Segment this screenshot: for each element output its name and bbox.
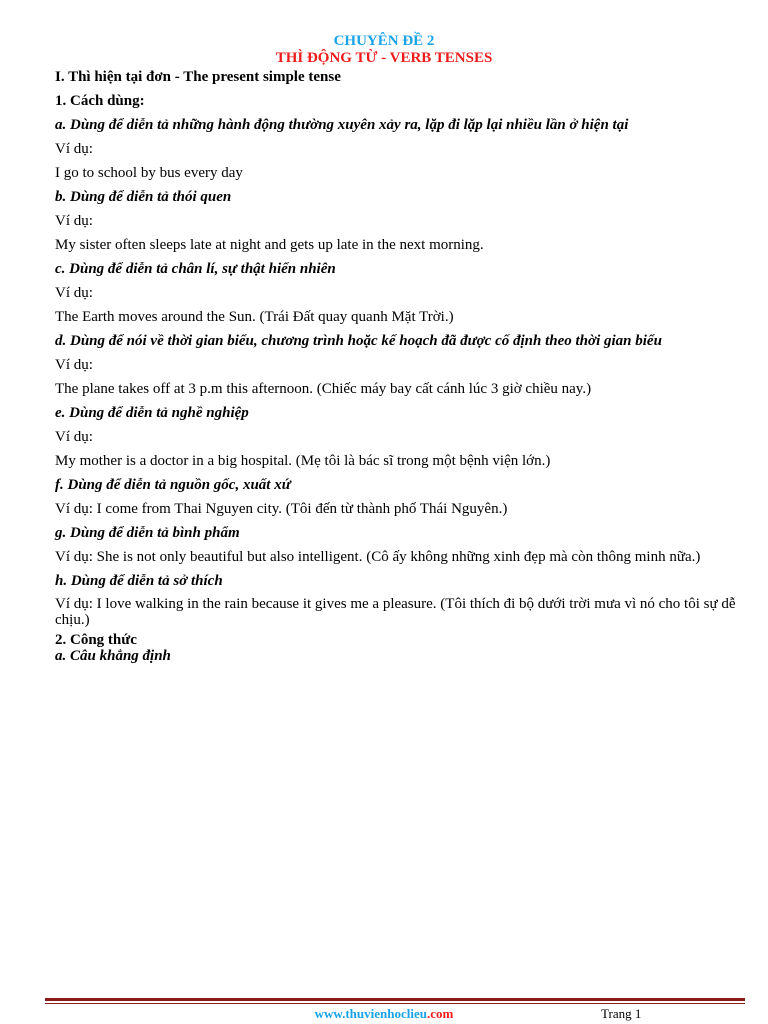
example-label-e: Ví dụ: — [55, 429, 93, 445]
usage-heading-b: b. Dùng để diễn tả thói quen — [55, 189, 232, 205]
example-sentence-c: The Earth moves around the Sun. (Trái Đất quay quanh Mặt Trời.) — [55, 309, 454, 325]
section-title: I. Thì hiện tại đơn - The present simple tense — [55, 69, 341, 85]
footer-divider-thin — [45, 1003, 745, 1004]
example-label-b: Ví dụ: — [55, 213, 93, 229]
usage-heading-g: g. Dùng để diễn tả bình phẩm — [55, 525, 240, 541]
footer-divider-thick — [45, 998, 745, 1001]
example-label-a: Ví dụ: — [55, 141, 93, 157]
formula-affirmative-heading: a. Câu khẳng định — [55, 648, 171, 664]
document-body — [55, 68, 745, 664]
example-sentence-e: My mother is a doctor in a big hospital. (Mẹ tôi là bác sĩ trong một bệnh viện lớn.) — [55, 453, 551, 469]
example-sentence-b: My sister often sleeps late at night and gets up late in the next morning. — [55, 237, 484, 253]
example-sentence-a: I go to school by bus every day — [55, 165, 243, 181]
topic-number: CHUYÊN ĐỀ 2 — [333, 33, 435, 49]
website-domain[interactable]: .com — [426, 1006, 454, 1021]
usage-heading-f: f. Dùng để diễn tả nguồn gốc, xuất xứ — [55, 477, 291, 493]
subsection-title: 1. Cách dùng: — [55, 93, 145, 109]
usage-heading-e: e. Dùng để diễn tả nghề nghiệp — [55, 405, 249, 421]
topic-title: THÌ ĐỘNG TỪ - VERB TENSES — [275, 50, 493, 66]
example-sentence-h: Ví dụ: I love walking in the rain because it gives me a pleasure. (Tôi thích đi bộ dưới trời mưa vì nó cho tôi sự dễ chịu.) — [55, 596, 736, 628]
example-sentence-d: The plane takes off at 3 p.m this afternoon. (Chiếc máy bay cất cánh lúc 3 giờ chiều nay.) — [55, 381, 592, 397]
footer-website-link[interactable] — [0, 1006, 768, 1022]
formula-title: 2. Công thức — [55, 632, 137, 648]
website-name[interactable]: www.thuvienhoclieu — [314, 1006, 427, 1021]
example-sentence-f: Ví dụ: I come from Thai Nguyen city. (Tôi đến từ thành phố Thái Nguyên.) — [55, 501, 508, 517]
example-sentence-g: Ví dụ: She is not only beautiful but also intelligent. (Cô ấy không những xinh đẹp mà còn thông minh nữa.) — [55, 549, 701, 565]
document-header — [0, 33, 768, 67]
page-number: Trang 1 — [601, 1006, 642, 1021]
usage-heading-c: c. Dùng để diễn tả chân lí, sự thật hiển nhiên — [55, 261, 336, 277]
usage-heading-a: a. Dùng để diễn tả những hành động thường xuyên xảy ra, lặp đi lặp lại nhiều lần ở hiện tại — [55, 117, 629, 133]
example-label-d: Ví dụ: — [55, 357, 93, 373]
usage-heading-d: d. Dùng để nói về thời gian biểu, chương trình hoặc kế hoạch đã được cố định theo thời gian biểu — [55, 333, 662, 349]
usage-heading-h: h. Dùng để diễn tả sở thích — [55, 573, 223, 589]
example-label-c: Ví dụ: — [55, 285, 93, 301]
